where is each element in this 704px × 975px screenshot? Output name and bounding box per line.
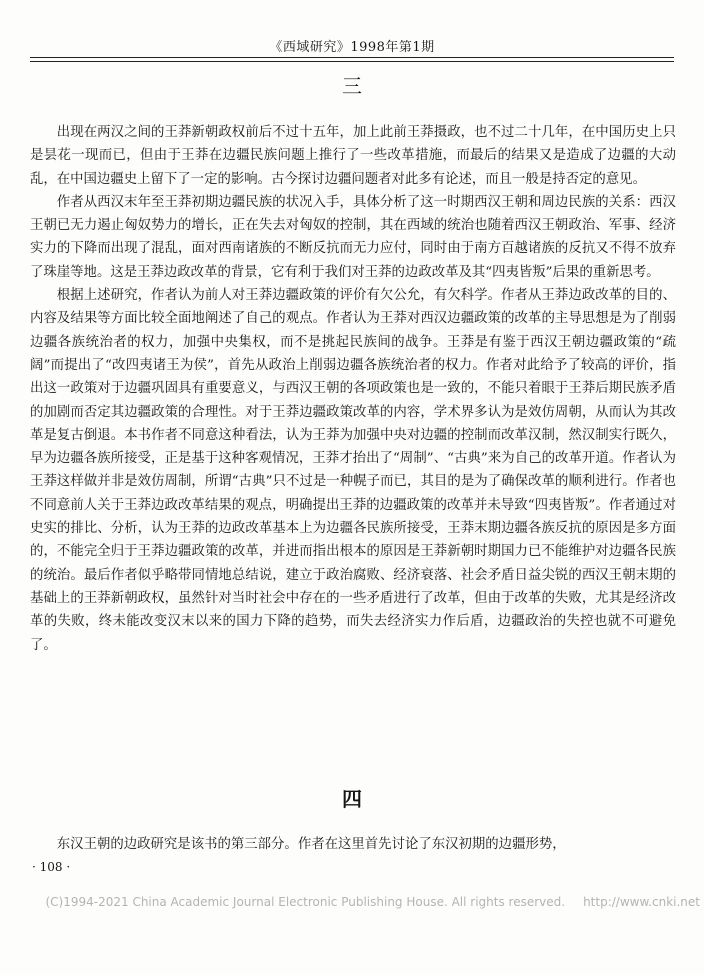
copyright-text: (C)1994-2021 China Academic Journal Electronic Publishing House. All rights reserved. xyxy=(45,895,566,909)
footer-url[interactable]: http://www.cnki.net xyxy=(583,895,700,909)
running-header: 《西域研究》1998年第1期 xyxy=(269,40,435,55)
paragraph: 东汉王朝的边政研究是该书的第三部分。作者在这里首先讨论了东汉初期的边疆形势， xyxy=(56,837,566,852)
page-number: · 108 · xyxy=(32,860,71,874)
header-rule xyxy=(30,57,674,58)
paragraph: 作者从西汉末年至王莽初期边疆民族的状况入手，具体分析了这一时期西汉王朝和周边民族的关系：西汉王朝已无力遏止匈奴势力的增长，正在失去对匈奴的控制，其在西域的统治也随着西汉王朝政治、军事、经济实力的下降而出现了混乱，面对西南诸族的不断反抗而无力应付，同时由于南方百越诸族的反抗又不得不放弃了珠崖等地。这是王莽边政改革的背景，它有利于我们对王莽的边政改革及其“四夷皆叛”后果的重新思考。 xyxy=(30,194,676,280)
section-heading-4: 四 xyxy=(342,787,362,811)
paragraph: 出现在两汉之间的王莽新朝政权前后不过十五年，加上此前王莽摄政，也不过二十几年，在中国历史上只是昙花一现而已，但由于王莽在边疆民族问题上推行了一些改革措施，而最后的结果又是造成了边疆的大动乱，在中国边疆史上留下了一定的影响。古今探讨边疆问题者对此多有论述，而且一般是持否定的意见。 xyxy=(30,125,676,187)
section-heading-3: 三 xyxy=(342,74,362,98)
section-3-body xyxy=(30,121,676,657)
copyright-footer xyxy=(0,895,704,909)
paragraph: 根据上述研究，作者认为前人对王莽边疆政策的评价有欠公允，有欠科学。作者从王莽边政改革的目的、内容及结果等方面比较全面地阐述了自己的观点。作者认为王莽对西汉边疆政策的改革的主导思想是为了削弱边疆各族统治者的权力，加强中央集权，而不是挑起民族间的战争。王莽是有鉴于西汉王朝边疆政策的“疏阔”而提出了“改四夷诸王为侯”，首先从政治上削弱边疆各族统治者的权力。作者对此给予了较高的评价，指出这一政策对于边疆巩固具有重要意义，与西汉王朝的各项政策也是一致的，不能只着眼于王莽后期民族矛盾的加剧而否定其边疆政策的合理性。对于王莽边疆政策改革的内容，学术界多认为是效仿周朝，从而认为其改革是复古倒退。本书作者不同意这种看法，认为王莽为加强中央对边疆的控制而改革汉制，然汉制实行既久，早为边疆各族所接受，正是基于这种客观情况，王莽才抬出了“周制”、“古典”来为自己的改革开道。作者认为王莽这样做并非是效仿周制，所谓“古典”只不过是一种幌子而已，其目的是为了确保改革的顺利进行。作者也不同意前人关于王莽边政改革结果的观点，明确提出王莽的边疆政策的改革并未导致“四夷皆叛”。作者通过对史实的排比、分析，认为王莽的边政改革基本上为边疆各民族所接受，王莽末期边疆各族反抗的原因是多方面的，不能完全归于王莽边疆政策的改革，并进而指出根本的原因是王莽新朝时期国力已不能维护对边疆各民族的统治。最后作者似乎略带同情地总结说，建立于政治腐败、经济衰落、社会矛盾日益尖锐的西汉王朝末期的基础上的王莽新朝政权，虽然针对当时社会中存在的一些矛盾进行了改革，但由于改革的失败，尤其是经济改革的失败，终未能改变汉末以来的国力下降的趋势，而失去经济实力作后盾，边疆政治的失控也就不可避免了。 xyxy=(30,288,676,653)
section-4-body xyxy=(30,833,676,856)
header-rule-thin xyxy=(30,61,674,62)
